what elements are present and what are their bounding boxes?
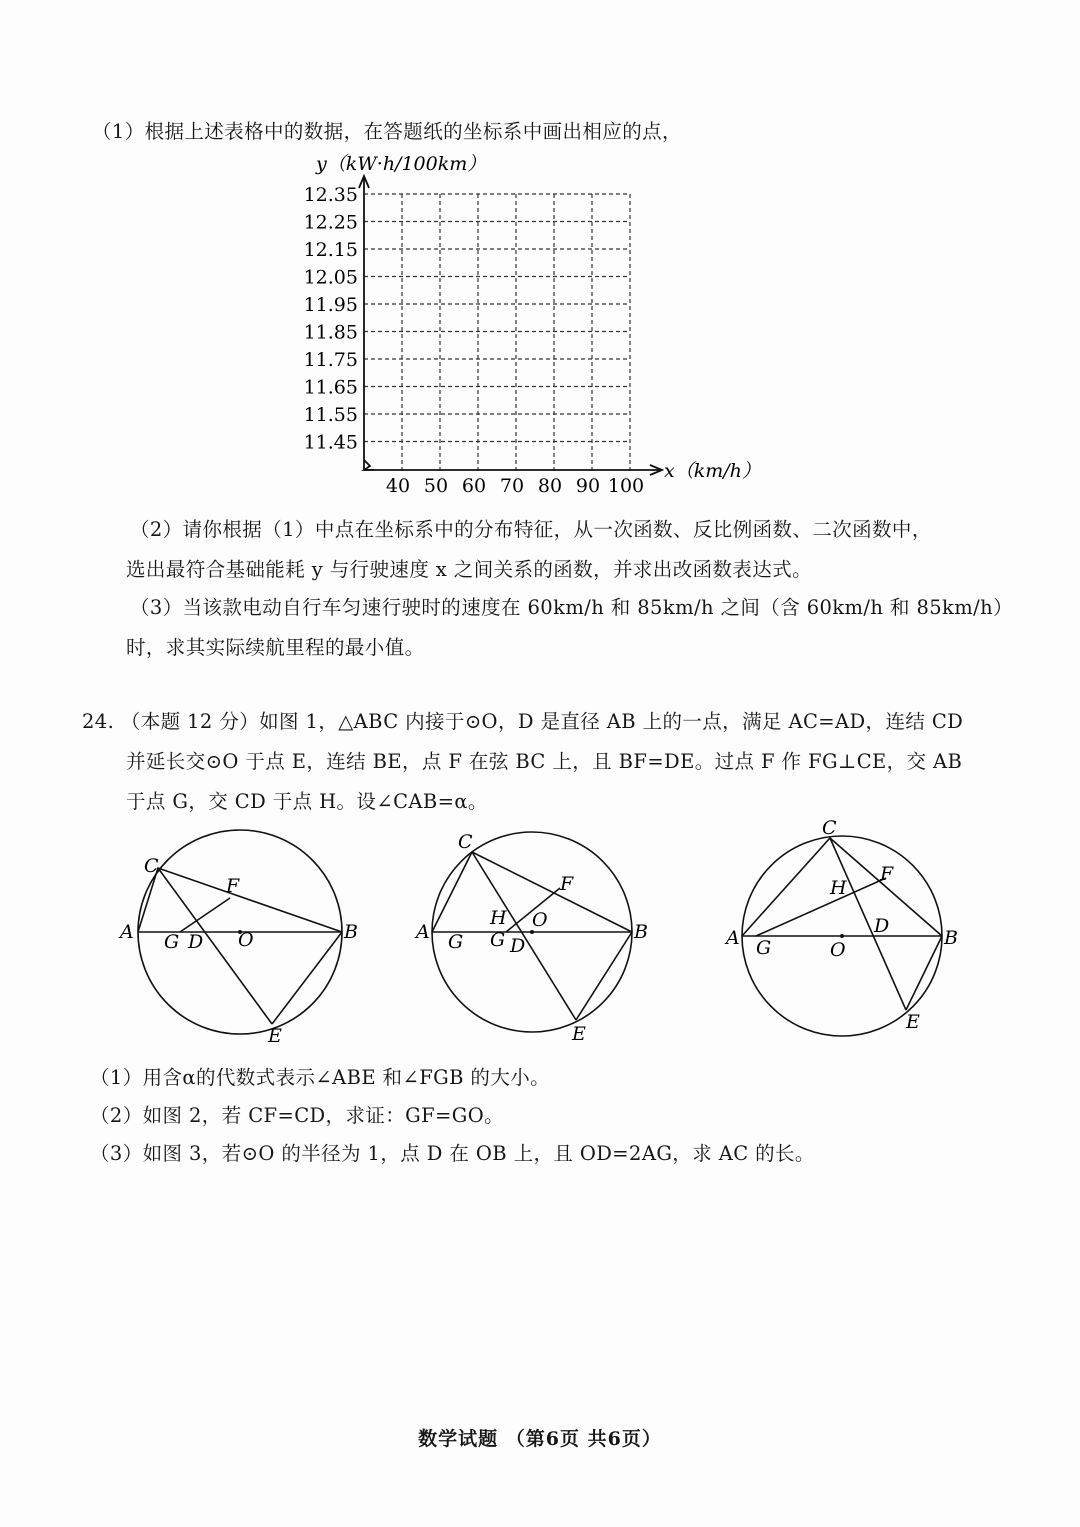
- q23-part3-line2: 时，求其实际续航里程的最小值。: [126, 636, 425, 659]
- label-e: E: [268, 1025, 282, 1047]
- label-c: C: [458, 831, 473, 853]
- label-o: O: [532, 909, 548, 931]
- label-o: O: [830, 939, 846, 961]
- q23-part2-line1: （2）请你根据（1）中点在坐标系中的分布特征，从一次函数、反比例函数、二次函数中，: [130, 518, 932, 541]
- x-tick-label: 80: [537, 475, 563, 497]
- page-footer: 数学试题 （第6页 共6页）: [418, 1428, 662, 1450]
- q24-line1: 24. （本题 12 分）如图 1，△ABC 内接于⊙O，D 是直径 AB 上的一点，满足 AC=AD，连结 CD: [82, 710, 964, 733]
- label-a: A: [726, 927, 740, 949]
- x-tick-label: 60: [461, 475, 487, 497]
- label-a: A: [416, 921, 430, 943]
- label-d: D: [188, 931, 204, 953]
- label-d: D: [874, 915, 890, 937]
- q24-line2: 并延长交⊙O 于点 E，连结 BE，点 F 在弦 BC 上，且 BF=DE。过点 F 作 FG⊥CE，交 AB: [126, 750, 963, 773]
- figure-3: [720, 816, 980, 1046]
- segment-be: [576, 932, 632, 1020]
- y-tick-label: 12.35: [303, 184, 358, 206]
- label-a: A: [120, 921, 134, 943]
- label-c: C: [822, 817, 837, 839]
- x-tick-label: 40: [385, 475, 411, 497]
- label-d: D: [510, 935, 526, 957]
- x-axis-label: x（km/h）: [664, 460, 761, 482]
- segment-ce: [830, 838, 906, 1010]
- y-tick-label: 11.65: [303, 376, 358, 399]
- label-e: E: [572, 1023, 586, 1045]
- figure-1: [110, 828, 370, 1048]
- label-e: E: [906, 1011, 920, 1033]
- y-tick-label: 11.45: [303, 431, 358, 454]
- q24-part3: （3）如图 3，若⊙O 的半径为 1，点 D 在 OB 上，且 OD=2AG，求 AC 的长。: [90, 1142, 815, 1165]
- segment-fg: [180, 898, 230, 932]
- q23-part3-line1: （3）当该款电动自行车匀速行驶时的速度在 60km/h 和 85km/h 之间（含 60km/h 和 85km/h）: [130, 596, 1013, 619]
- label-f: F: [880, 863, 894, 885]
- q23-part1: （1）根据上述表格中的数据，在答题纸的坐标系中画出相应的点，: [92, 120, 682, 143]
- x-tick-label: 50: [423, 475, 449, 497]
- q24-part2: （2）如图 2，若 CF=CD，求证：GF=GO。: [90, 1104, 505, 1127]
- triangle-abc: [138, 868, 342, 932]
- y-tick-label: 11.85: [303, 321, 358, 344]
- center-o-dot: [840, 934, 844, 938]
- label-g-2: G: [490, 929, 506, 951]
- x-tick-label: 70: [499, 475, 525, 497]
- q24-line3: 于点 G，交 CD 于点 H。设∠CAB=α。: [126, 790, 488, 813]
- y-tick-label: 11.75: [303, 349, 358, 371]
- label-h: H: [830, 877, 847, 899]
- y-tick-label: 12.25: [303, 211, 358, 234]
- y-tick-label: 12.15: [303, 239, 358, 261]
- q24-part1: （1）用含α的代数式表示∠ABE 和∠FGB 的大小。: [90, 1066, 551, 1089]
- y-tick-label: 11.55: [303, 404, 358, 426]
- label-b: B: [344, 921, 358, 943]
- x-tick-label: 90: [575, 475, 601, 497]
- axis-break-mark: [364, 460, 374, 470]
- y-axis-label: y（kW·h/100km）: [316, 153, 487, 175]
- figure-2: [410, 828, 670, 1048]
- y-tick-label: 11.95: [303, 294, 358, 316]
- label-g: G: [164, 931, 180, 953]
- label-c: C: [144, 855, 159, 877]
- segment-fg: [756, 878, 886, 936]
- segment-be: [906, 936, 942, 1010]
- y-tick-label: 12.05: [303, 266, 358, 289]
- label-b: B: [944, 927, 958, 949]
- label-h: H: [490, 907, 507, 929]
- x-tick-label: 100: [607, 475, 645, 497]
- label-b: B: [634, 921, 648, 943]
- q23-part2-line2: 选出最符合基础能耗 y 与行驶速度 x 之间关系的函数，并求出改函数表达式。: [126, 558, 813, 581]
- coordinate-grid: [290, 148, 770, 508]
- label-g: G: [756, 937, 772, 959]
- label-g-1: G: [448, 931, 464, 953]
- label-f: F: [560, 873, 574, 895]
- label-o: O: [238, 929, 254, 951]
- label-f: F: [226, 875, 240, 897]
